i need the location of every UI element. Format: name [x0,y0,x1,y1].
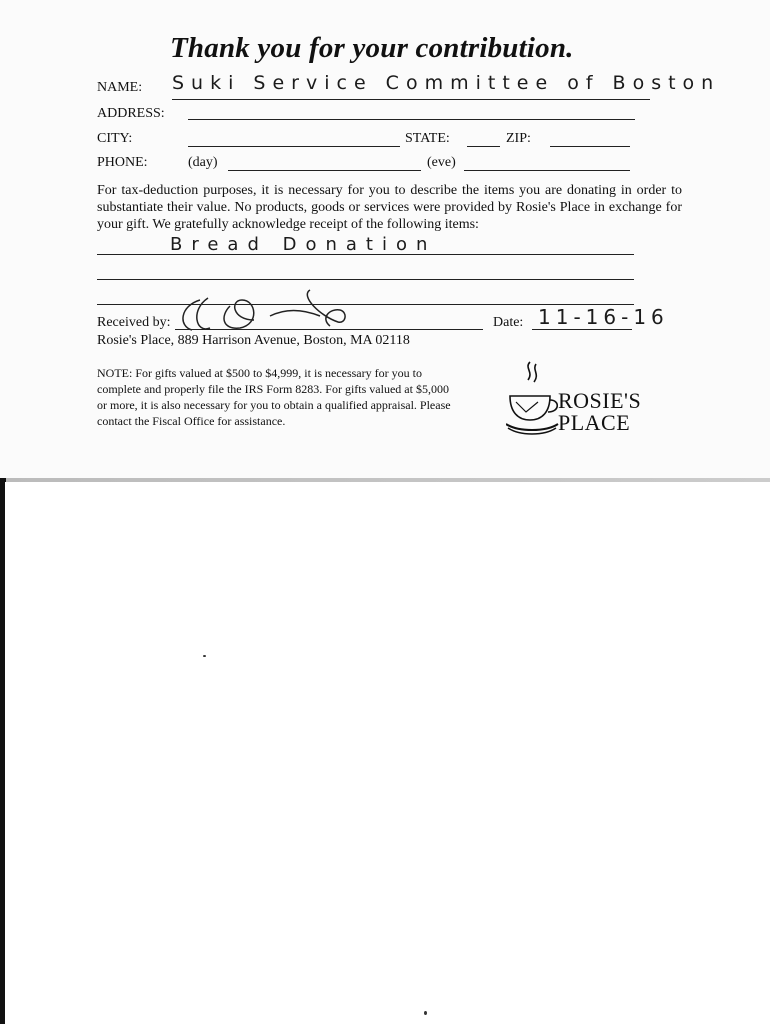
date-label: Date: [493,315,524,330]
phone-day-rule [228,170,421,171]
item-rule-1 [97,254,634,255]
organization-address: Rosie's Place, 889 Harrison Avenue, Boston, MA 02118 [97,333,410,348]
date-value: 11-16-16 [538,305,669,329]
phone-eve-rule [464,170,630,171]
name-label: NAME: [97,80,143,95]
page-title: Thank you for your contribution. [170,32,574,64]
card-bottom-edge [0,478,770,482]
item-line-1-value: Bread Donation [170,234,437,255]
note-text: NOTE: For gifts valued at $500 to $4,999, it is necessary for you to complete and properly file the IRS Form 8283. For gifts valued at $5,000 or more, it is also necessary for you to obtain a qualified appraisal. Please contact the Fiscal Office for assistance. [97,366,451,428]
received-by-rule [175,329,483,330]
city-rule [188,146,400,147]
date-rule [532,329,632,330]
scan-edge [0,482,5,1024]
item-rule-2 [97,279,634,280]
logo-text-rosies: ROSIE'S [558,388,642,413]
zip-rule [550,146,630,147]
received-by-label: Received by: [97,315,171,330]
address-label: ADDRESS: [97,106,165,121]
city-label: CITY: [97,131,133,146]
zip-label: ZIP: [506,131,531,146]
address-rule [188,119,635,120]
name-rule [172,99,650,100]
phone-label: PHONE: [97,155,148,170]
phone-day-label: (day) [188,155,218,170]
scan-speck [203,655,206,657]
state-label: STATE: [405,131,450,146]
scan-speck [424,1011,427,1015]
phone-eve-label: (eve) [427,155,456,170]
logo-text-place: PLACE [558,410,631,435]
state-rule [467,146,500,147]
name-value: Suki Service Committee of Boston [172,72,721,94]
instructions-text: For tax-deduction purposes, it is necessary for you to describe the items you are donating in order to substantiate their value. No products, goods or services were provided by Rosie's Place in exchange for your gift. We gratefully acknowledge receipt of the following items: [97,183,682,232]
